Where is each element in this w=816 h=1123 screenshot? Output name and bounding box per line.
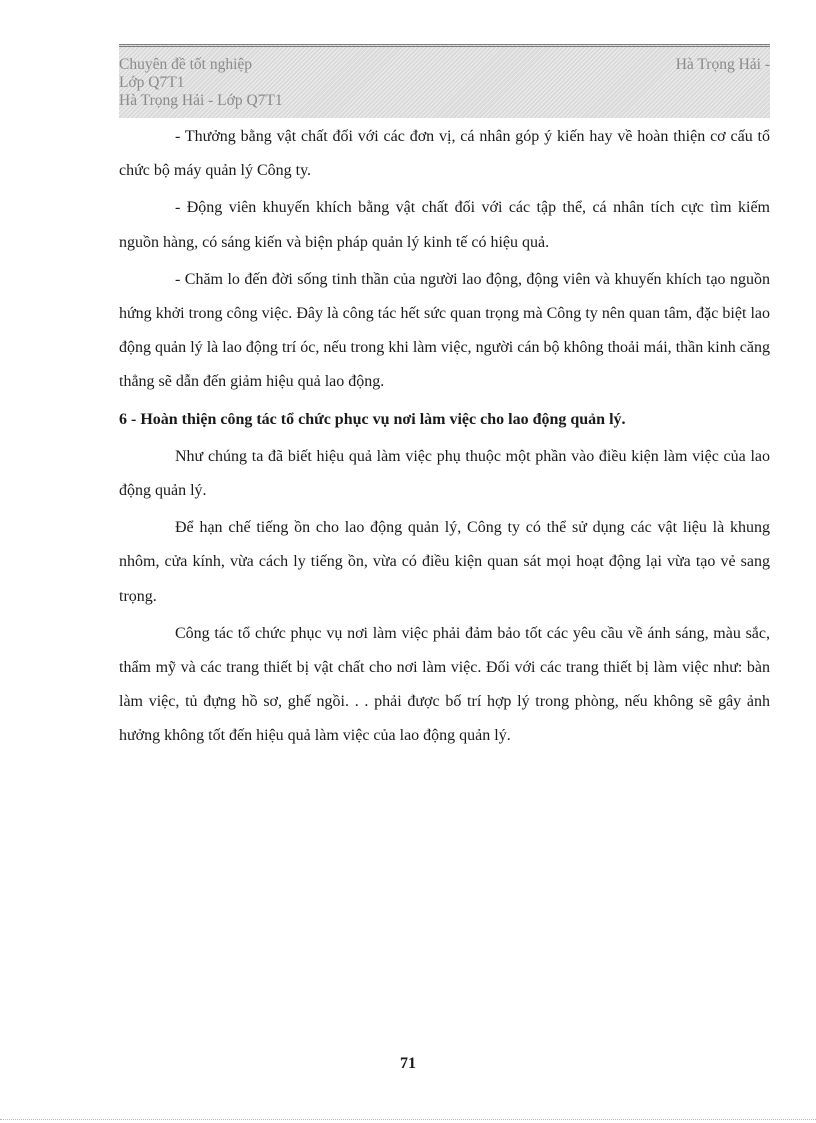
header-row-1 <box>119 56 770 74</box>
paragraph-reward: - Thưởng bằng vật chất đối với các đơn vị, cá nhân góp ý kiến hay về hoàn thiện cơ cấu tổ chức bộ máy quản lý Công ty. <box>119 128 770 180</box>
page-body <box>119 120 770 757</box>
header-document-type: Chuyên đề tốt nghiệp <box>119 56 253 73</box>
page-header <box>119 44 770 118</box>
page-number: 71 <box>400 1055 416 1072</box>
footer-divider <box>0 1119 816 1121</box>
paragraph-efficiency: Như chúng ta đã biết hiệu quả làm việc phụ thuộc một phần vào điều kiện làm việc của lao động quản lý. <box>119 447 770 500</box>
paragraph-noise: Để hạn chế tiếng ồn cho lao động quản lý, Công ty có thể sử dụng các vật liệu là khung nhôm, cửa kính, vừa cách ly tiếng ồn, vừa có điều kiện quan sát mọi hoạt động lại vừa tạo vẻ sang trọng. <box>119 519 770 605</box>
section-heading: 6 - Hoàn thiện công tác tổ chức phục vụ nơi làm việc cho lao động quản lý. <box>119 410 626 428</box>
header-author-class: Hà Trọng Hải - Lớp Q7T1 <box>119 92 283 109</box>
header-row-3 <box>119 92 770 110</box>
paragraph-workplace: Công tác tổ chức phục vụ nơi làm việc phải đảm bảo tốt các yêu cầu về ánh sáng, màu sắc, thẩm mỹ và các trang thiết bị vật chất cho nơi làm việc. Đối với các trang thiết bị làm việc như: bàn làm việc, tủ đựng hồ sơ, ghế ngồi. . . phải được bố trí hợp lý trong phòng, nếu không sẽ gây ảnh hưởng không tốt đến hiệu quả làm việc của lao động quản lý. <box>119 624 770 745</box>
paragraph-encourage: - Động viên khuyến khích bằng vật chất đối với các tập thể, cá nhân tích cực tìm kiếm nguồn hàng, có sáng kiến và biện pháp quản lý kinh tế có hiệu quả. <box>119 199 770 251</box>
header-author: Hà Trọng Hải - <box>675 56 770 73</box>
header-row-2 <box>119 74 770 92</box>
paragraph-spiritual-care: - Chăm lo đến đời sống tinh thần của người lao động, động viên và khuyến khích tạo nguồn hứng khởi trong công việc. Đây là công tác hết sức quan trọng mà Công ty nên quan tâm, đặc biệt lao động quản lý là lao động trí óc, nếu trong khi làm việc, người cán bộ không thoải mái, thần kinh căng thẳng sẽ dẫn đến giảm hiệu quả lao động. <box>119 270 770 391</box>
header-class: Lớp Q7T1 <box>119 74 185 91</box>
